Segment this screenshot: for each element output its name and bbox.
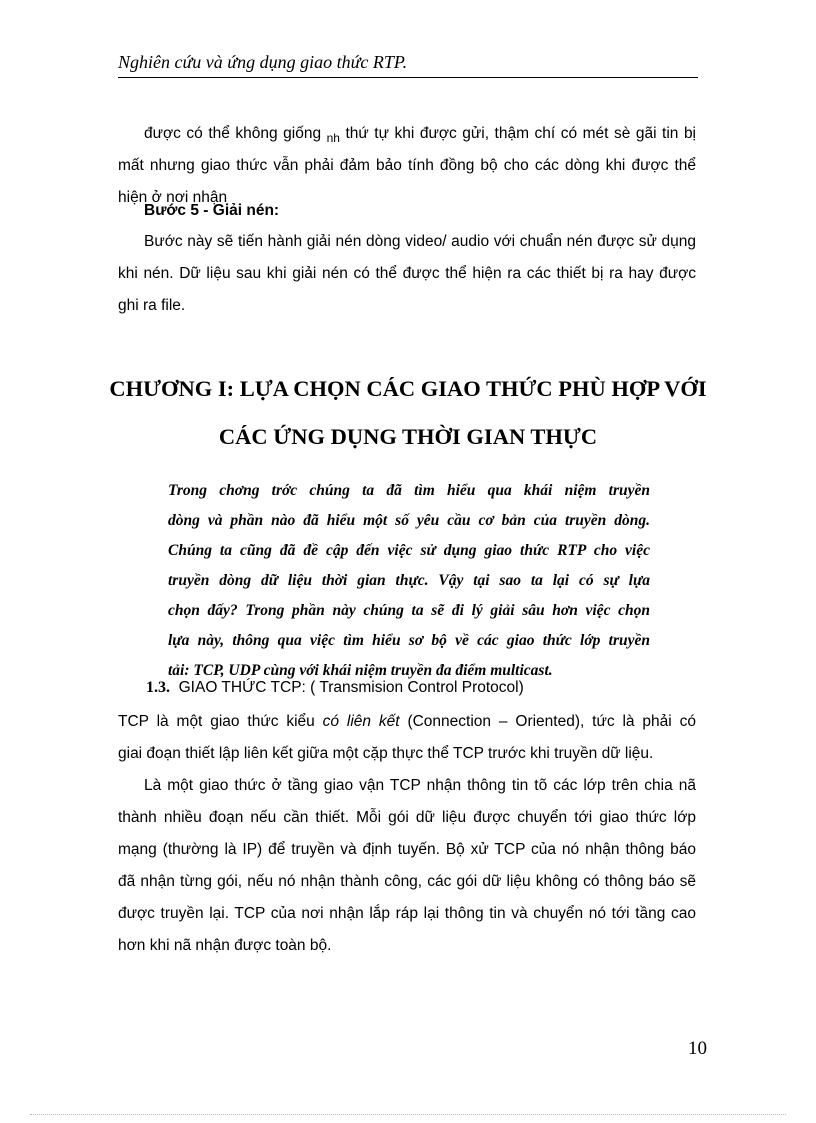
chapter-title-line-1: CHƯƠNG I: LỰA CHỌN CÁC GIAO THỨC PHÙ HỢP VỚI (109, 376, 707, 401)
intro-line-1: được có thể không giống $_{nh}$ thứ tự khi được gửi, thậm chí có mét sè gãi tin bị (144, 125, 697, 145)
tcp-body-line: hơn khi nã nhận được toàn bộ. (118, 937, 332, 954)
abstract-line: Chúng ta cũng đã đề cập đến việc sử dụng giao thức RTP cho việc (168, 542, 650, 559)
tcp-def-line-1: TCP là một giao thức kiểu có liên kết (Connection – Oriented), tức là phải có (118, 713, 696, 730)
step5-heading: Bước 5 - Giải nén: (144, 202, 280, 219)
header-rule (118, 77, 698, 78)
section-title: GIAO THỨC TCP: ( Transmision Control Protocol) (178, 679, 524, 696)
abstract-line: truyền dòng dữ liệu thời gian thực. Vậy tại sao ta lại có sự lựa (168, 572, 650, 589)
tcp-body-line: được truyền lại. TCP của nơi nhận lắp ráp lại thông tin và chuyển nó tới tầng cao (118, 905, 696, 922)
abstract-line: dòng và phần nào đã hiểu một số yêu cầu cơ bản của truyền dòng. (168, 512, 650, 529)
page-bottom-rule (30, 1114, 786, 1115)
tcp-transport-paragraph (118, 770, 696, 962)
section-number: 1.3. (146, 679, 170, 696)
tcp-body-line: thành nhiều đoạn nếu cần thiết. Mỗi gói dữ liệu được chuyển tới giao thức lớp (118, 809, 696, 826)
tcp-def-line-2: giai đoạn thiết lập liên kết giữa một cặp thực thể TCP trước khi truyền dữ liệu. (118, 745, 654, 762)
intro-line-3: hiện ở nơi nhận (118, 189, 228, 206)
abstract-line: tải: TCP, UDP cùng với khái niệm truyền đa điểm multicast. (168, 662, 553, 679)
tcp-definition-paragraph (118, 706, 696, 770)
chapter-title (100, 368, 716, 458)
abstract-line: Trong chơng trớc chúng ta đã tìm hiểu qua khái niệm truyền (168, 482, 650, 499)
step5-line-3: ghi ra file. (118, 297, 186, 314)
step5-paragraph (118, 226, 696, 322)
tcp-body-line: mạng (thường là IP) để truyền và định tuyến. Bộ xử TCP của nó nhận thông báo (118, 841, 696, 858)
abstract-line: lựa này, thông qua việc tìm hiểu sơ bộ về các giao thức lớp truyền (168, 632, 650, 649)
step5-line-2: khi nén. Dữ liệu sau khi giải nén có thể được thể hiện ra các thiết bị ra hay được (118, 265, 696, 282)
abstract-line: chọn đấy? Trong phần này chúng ta sẽ đi lý giải sâu hơn việc chọn (168, 602, 650, 619)
intro-line-2: mất nhưng giao thức vẫn phải đảm bảo tính đồng bộ cho các dòng khi được thể (118, 157, 696, 174)
chapter-title-line-2: CÁC ỨNG DỤNG THỜI GIAN THỰC (218, 424, 598, 449)
subscript-fragment: nh (326, 131, 340, 145)
page-number: 10 (688, 1038, 707, 1059)
intro-paragraph (118, 118, 696, 214)
emphasis-connection-oriented: có liên kết (322, 713, 400, 730)
tcp-body-line: Là một giao thức ở tầng giao vận TCP nhận thông tin tõ các lớp trên chia nã (144, 777, 696, 794)
section-heading (146, 679, 524, 697)
chapter-abstract (168, 476, 650, 686)
running-header: Nghiên cứu và ứng dụng giao thức RTP. (118, 52, 408, 72)
step5-line-1: Bước này sẽ tiến hành giải nén dòng video/ audio với chuẩn nén được sử dụng (144, 233, 696, 250)
tcp-body-line: đã nhận từng gói, nếu nó nhận thành công, các gói dữ liệu không có thông báo sẽ (118, 873, 696, 890)
